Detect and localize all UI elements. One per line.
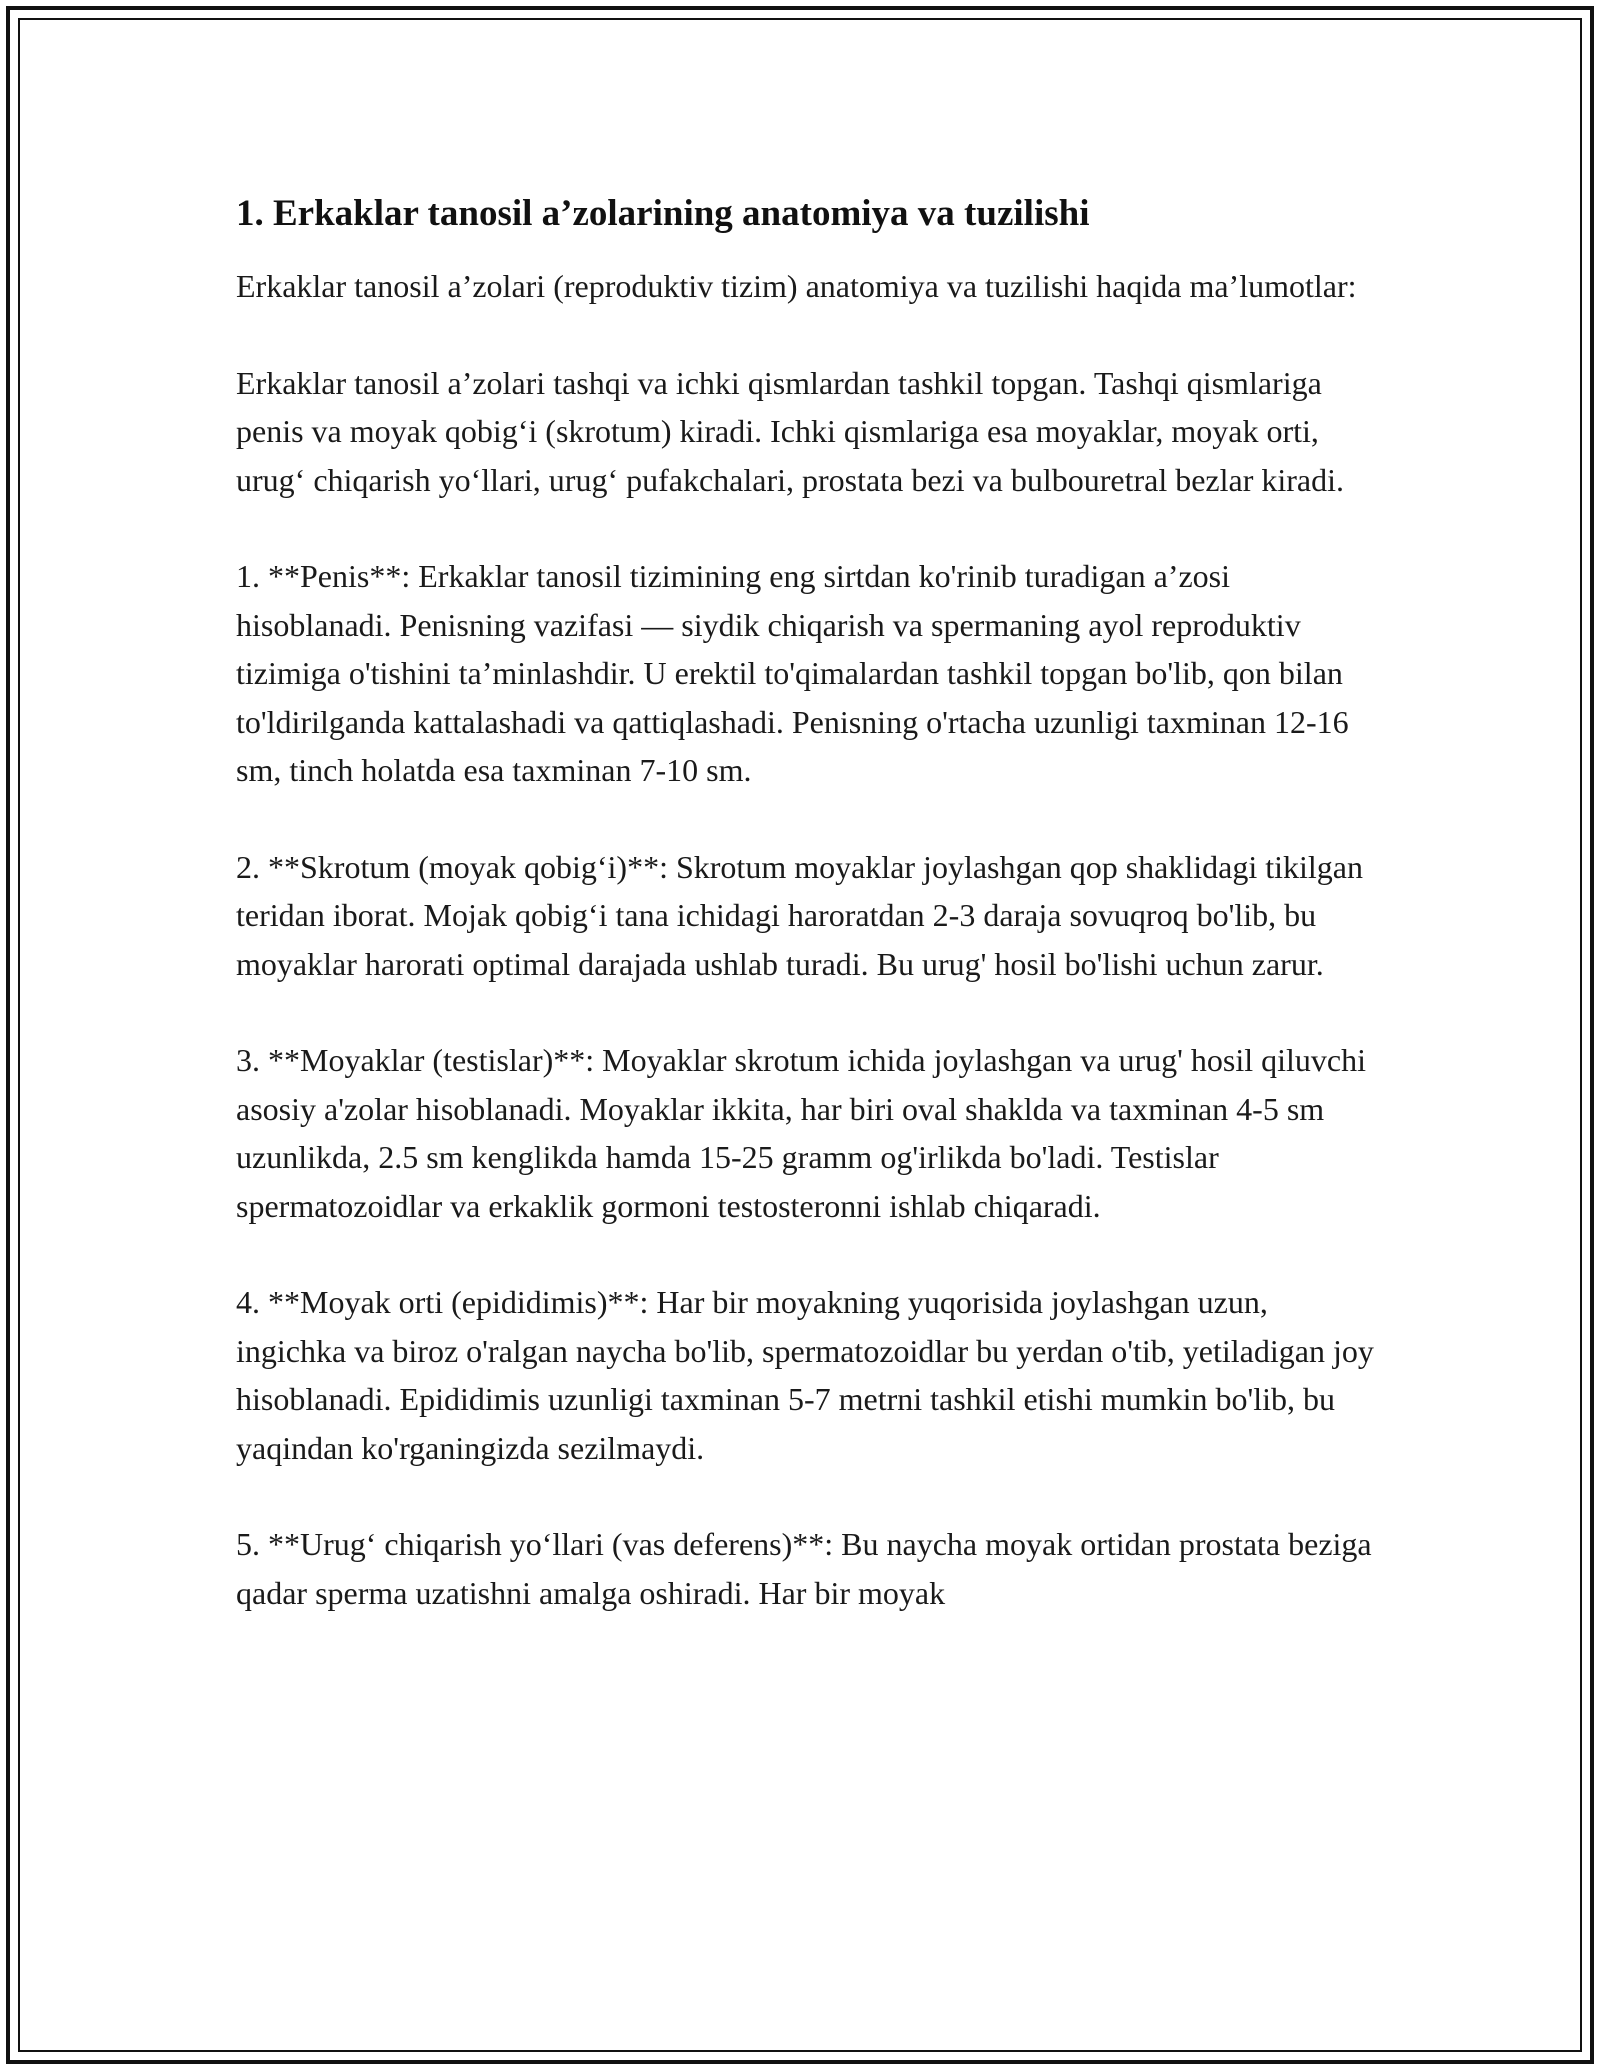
moyaklar-paragraph: 3. **Moyaklar (testislar)**: Moyaklar skrotum ichida joylashgan va urug' hosil qiluvchi asosiy a'zolar hisoblanadi. Moyaklar ikkita, har biri oval shaklda va taxminan 4-5 sm uzunlikda, 2.5 sm kenglikda hamda 15-25 gramm og'irlikda bo'ladi. Testislar spermatozoidlar va erkaklik gormoni testosteronni ishlab chiqaradi. [236,1042,1366,1224]
vas-deferens-paragraph: 5. **Urug‘ chiqarish yo‘llari (vas deferens)**: Bu naycha moyak ortidan prostata beziga qadar sperma uzatishni amalga oshiradi. Har bir moyak [236,1526,1372,1611]
penis-paragraph: 1. **Penis**: Erkaklar tanosil tizimining eng sirtdan ko'rinib turadigan a’zosi hisoblanadi. Penisning vazifasi — siydik chiqarish va spermaning ayol reproduktiv tizimiga o'tishini ta’minlashdir. U erektil to'qimalardan tashkil topgan bo'lib, qon bilan to'ldirilganda kattalashadi va qattiqlashadi. Penisning o'rtacha uzunligi taxminan 12-16 sm, tinch holatda esa taxminan 7-10 sm. [236,558,1349,788]
overview-paragraph: Erkaklar tanosil a’zolari tashqi va ichki qismlardan tashkil topgan. Tashqi qismlariga penis va moyak qobig‘i (skrotum) kiradi. Ichki qismlariga esa moyaklar, moyak orti, urug‘ chiqarish yo‘llari, urug‘ pufakchalari, prostata bezi va bulbouretral bezlar kiradi. [236,364,1344,498]
document-body [236,186,1386,1665]
intro-paragraph: Erkaklar tanosil a’zolari (reproduktiv tizim) anatomiya va tuzilishi haqida ma’lumotlar: [236,268,1357,304]
document-title: 1. Erkaklar tanosil a’zolarining anatomiya va tuzilishi [236,193,1090,234]
epididimis-paragraph: 4. **Moyak orti (epididimis)**: Har bir moyakning yuqorisida joylashgan uzun, ingichka va biroz o'ralgan naycha bo'lib, spermatozoidlar bu yerdan o'tib, yetiladigan joy hisoblanadi. Epididimis uzunligi taxminan 5-7 metrni tashkil etishi mumkin bo'lib, bu yaqindan ko'rganingizda sezilmaydi. [236,1284,1374,1466]
skrotum-paragraph: 2. **Skrotum (moyak qobig‘i)**: Skrotum moyaklar joylashgan qop shaklidagi tikilgan teridan iborat. Mojak qobig‘i tana ichidagi haroratdan 2-3 daraja sovuqroq bo'lib, bu moyaklar harorati optimal darajada ushlab turadi. Bu urug' hosil bo'lishi uchun zarur. [236,848,1363,982]
